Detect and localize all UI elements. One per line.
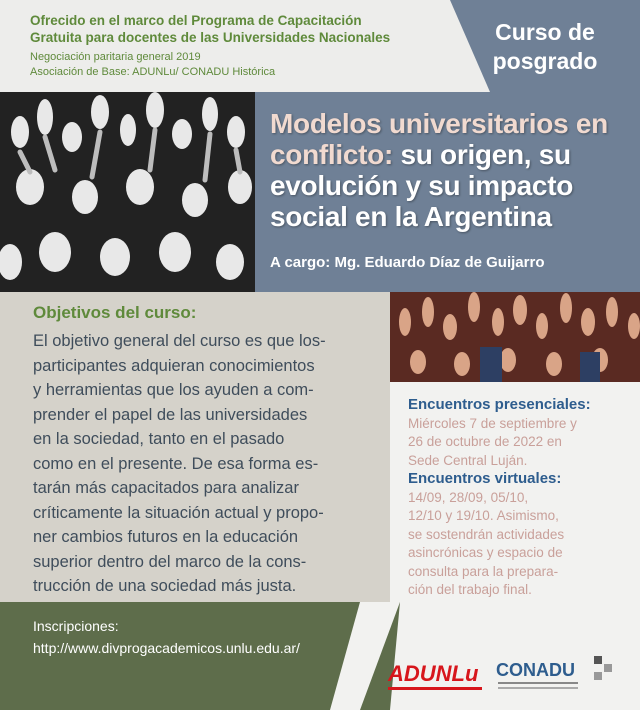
registration-info: [33, 615, 300, 659]
badge-line1: Curso de: [495, 19, 595, 45]
adunlu-logo: [386, 654, 484, 696]
svg-text:ADUNLu: ADUNLu: [388, 661, 479, 686]
objectives-line: críticamente la situación actual y propo-: [33, 503, 324, 522]
virtual-line: 12/10 y 19/10. Asimismo,: [408, 508, 559, 523]
registration-label: Inscripciones:: [33, 618, 119, 634]
course-badge: [460, 18, 630, 76]
title-part1: Modelos universitarios en conflicto:: [270, 108, 608, 170]
header-line-2: Gratuita para docentes de las Universidades Nacionales: [30, 30, 391, 45]
presencial-heading: Encuentros presenciales:: [408, 396, 591, 413]
header-line-4: Asociación de Base: ADUNLu/ CONADU Histórica: [30, 66, 276, 78]
objectives-line: participantes adquieran conocimientos: [33, 356, 315, 375]
header-line-3: Negociación paritaria general 2019: [30, 51, 201, 63]
badge-line2: posgrado: [492, 48, 598, 74]
presencial-line: Miércoles 7 de septiembre y: [408, 415, 577, 431]
objectives-line: en la sociedad, tanto en el pasado: [33, 430, 285, 448]
course-title: [270, 108, 630, 232]
objectives-line: y herramientas que los ayuden a com-: [33, 381, 314, 399]
presencial-line: 26 de octubre de 2022 en: [408, 434, 562, 449]
conadu-logo: [496, 652, 620, 698]
objectives-text: [33, 329, 378, 599]
objectives-line: ner cambios futuros en la educación: [33, 528, 299, 546]
registration-link[interactable]: http://www.divprogacademicos.unlu.edu.ar/: [33, 640, 300, 656]
raised-hands-photo: [390, 292, 640, 382]
objectives-heading: Objetivos del curso:: [33, 303, 197, 322]
objectives-line: trucción de una sociedad más justa.: [33, 577, 297, 595]
virtual-line: asincrónicas y espacio de: [408, 545, 563, 560]
virtual-heading: Encuentros virtuales:: [408, 470, 562, 487]
presencial-line: Sede Central Luján.: [408, 452, 528, 468]
objectives-line: El objetivo general del curso es que los-: [33, 332, 326, 350]
objectives-line: tarán más capacitados para analizar: [33, 479, 299, 497]
virtual-line: consulta para la prepara-: [408, 563, 559, 579]
objectives-line: como en el presente. De esa forma es-: [33, 454, 319, 473]
virtual-line: ción del trabajo final.: [408, 582, 532, 597]
header-line-1: Ofrecido en el marco del Programa de Capacitación: [30, 13, 362, 28]
teacher-line: A cargo: Mg. Eduardo Díaz de Guijarro: [270, 254, 545, 271]
objectives-line: prender el papel de las universidades: [33, 405, 308, 424]
title-part2: su origen, su evolución y su impacto social en la Argentina: [270, 139, 574, 232]
crowd-illustration: [0, 92, 255, 292]
virtual-line: 14/09, 28/09, 05/10,: [408, 489, 529, 505]
svg-text:CONADU: CONADU: [496, 660, 575, 680]
encounters-info: [408, 396, 636, 600]
virtual-line: se sostendrán actividades: [408, 526, 565, 542]
objectives-line: superior dentro del marco de la cons-: [33, 552, 307, 571]
